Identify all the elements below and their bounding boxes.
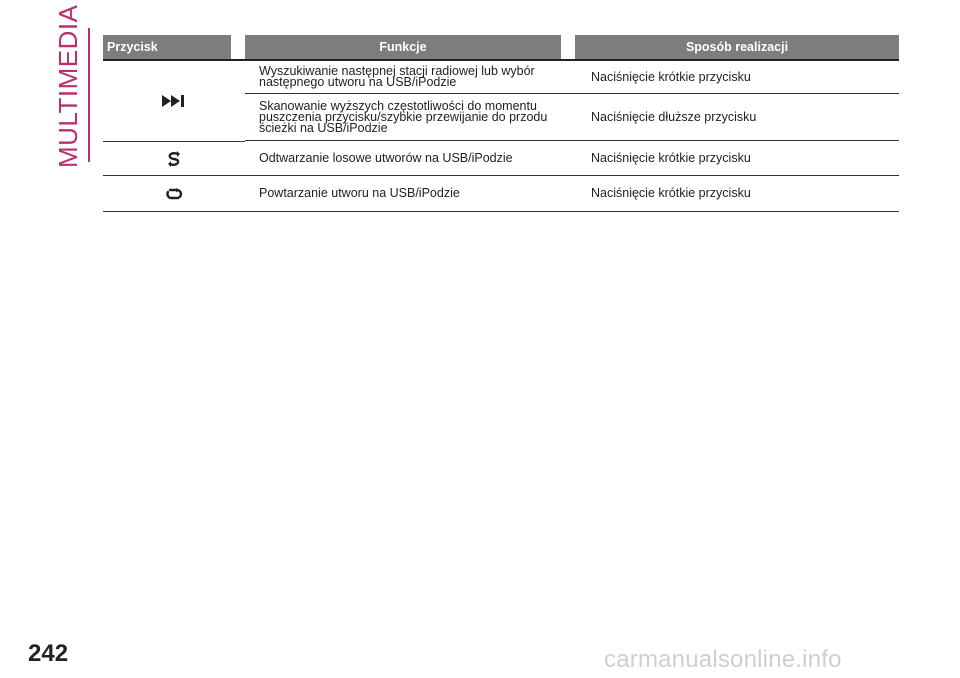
page-number: 242 bbox=[28, 640, 69, 667]
watermark: carmanualsonline.info bbox=[604, 646, 842, 673]
shuffle-icon bbox=[167, 151, 181, 165]
function-cell: Wyszukiwanie następnej stacji radiowej lub wybór następnego utworu na USB/iPodzie bbox=[245, 59, 575, 94]
table-row bbox=[103, 141, 899, 176]
button-function-table bbox=[103, 35, 899, 212]
header-functions: Funkcje bbox=[245, 35, 575, 59]
header-button: Przycisk bbox=[103, 35, 245, 59]
next-track-icon bbox=[161, 93, 187, 107]
method-cell: Naciśnięcie krótkie przycisku bbox=[575, 141, 899, 176]
section-divider bbox=[88, 28, 90, 162]
method-cell: Naciśnięcie krótkie przycisku bbox=[575, 59, 899, 94]
function-cell: Odtwarzanie losowe utworów na USB/iPodzie bbox=[245, 141, 575, 176]
icon-cell bbox=[103, 141, 245, 176]
method-cell: Naciśnięcie dłuższe przycisku bbox=[575, 94, 899, 141]
icon-cell bbox=[103, 59, 245, 141]
table-header-row bbox=[103, 35, 899, 59]
table-row bbox=[103, 59, 899, 94]
method-cell: Naciśnięcie krótkie przycisku bbox=[575, 176, 899, 212]
icon-cell bbox=[103, 176, 245, 212]
table-row bbox=[103, 176, 899, 212]
function-cell: Skanowanie wyższych częstotliwości do momentu puszczenia przycisku/szybkie przewijanie do przodu ścieżki na USB/iPodzie bbox=[245, 94, 575, 141]
repeat-icon bbox=[165, 186, 183, 200]
header-method: Sposób realizacji bbox=[575, 35, 899, 59]
function-cell: Powtarzanie utworu na USB/iPodzie bbox=[245, 176, 575, 212]
section-title: MULTIMEDIA bbox=[53, 4, 83, 168]
